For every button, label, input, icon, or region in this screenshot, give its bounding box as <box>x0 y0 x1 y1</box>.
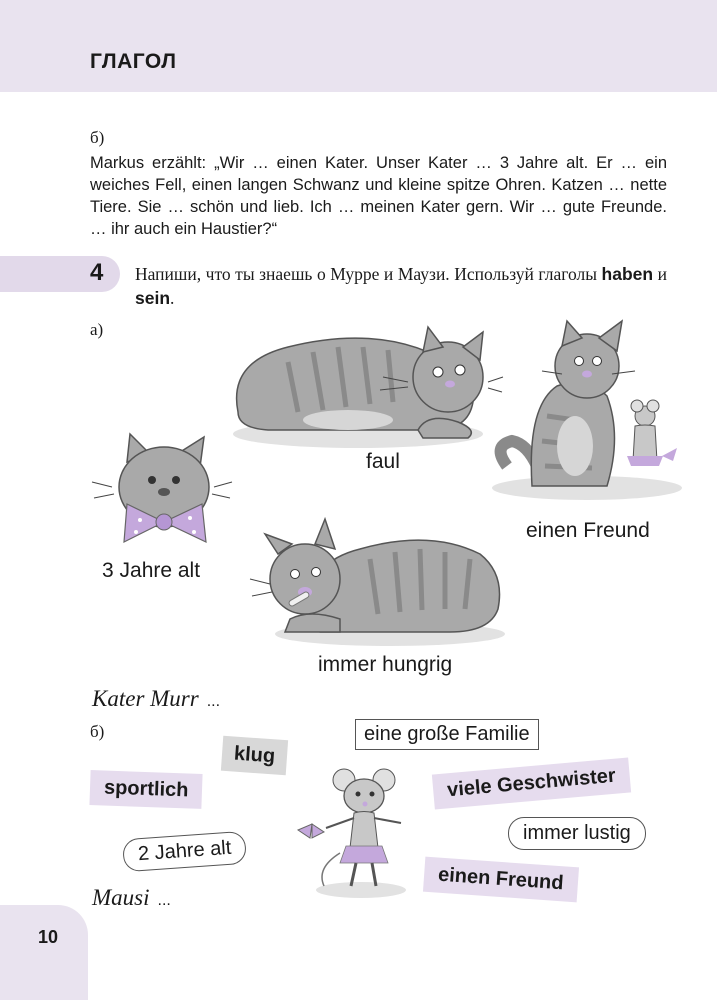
chapter-header <box>0 0 717 92</box>
card-sportlich: sportlich <box>89 770 203 809</box>
handwriting-text: Kater Murr <box>92 686 199 711</box>
task-and: и <box>653 264 667 284</box>
card-2-jahre-alt: 2 Jahre alt <box>122 831 247 873</box>
card-immer-lustig: immer lustig <box>508 817 646 850</box>
card-klug: klug <box>221 736 288 775</box>
handwriting-kater-murr <box>92 686 220 712</box>
page-number-box <box>0 905 88 1000</box>
task-text: Напиши, что ты знаешь о Мурре и Маузи. Используй глаголы <box>135 264 602 284</box>
card-einen-freund: einen Freund <box>423 857 579 903</box>
part-b-label: б) <box>90 722 105 741</box>
card-eine-grosse-familie: eine große Familie <box>355 719 539 750</box>
handwriting-mausi <box>92 885 171 911</box>
exercise-label-b: б) <box>90 128 105 147</box>
card-viele-geschwister: viele Geschwister <box>432 757 631 809</box>
caption-3-jahre-alt: 3 Jahre alt <box>102 559 201 582</box>
hungry-cat-illustration <box>250 514 510 649</box>
page-number: 10 <box>38 927 59 947</box>
caption-immer-hungrig: immer hungrig <box>318 653 453 676</box>
mouse-mausi-illustration <box>296 768 416 898</box>
caption-faul: faul <box>366 450 400 473</box>
verb-sein: sein <box>135 288 171 308</box>
task-end: . <box>170 288 175 308</box>
task-instruction <box>135 262 667 310</box>
exercise-text: Markus erzählt: „Wir … einen Kater. Unser Kater … 3 Jahre alt. Er … ein weiches Fell, einen langen Schwanz und kleine spitze Ohren. Katzen … nette Tiere. Sie … schön und lieb. Ich … meinen Kater gern. Wir … gute Freunde. … ihr auch ein Haustier?“ <box>90 154 667 238</box>
task-number-tab <box>0 256 120 292</box>
lazy-cat-illustration <box>228 322 503 452</box>
verb-haben: haben <box>601 264 654 284</box>
kitten-with-bow-illustration <box>92 432 232 552</box>
handwriting-dots-mausi: ... <box>157 892 171 909</box>
caption-einen-freund: einen Freund <box>526 519 650 542</box>
task-number: 4 <box>90 259 104 286</box>
handwriting-dots: ... <box>206 693 221 710</box>
part-a-label: а) <box>90 320 104 339</box>
chapter-title: ГЛАГОЛ <box>90 50 177 73</box>
handwriting-text-mausi: Mausi <box>92 885 150 910</box>
cat-and-mouse-illustration <box>487 316 687 506</box>
